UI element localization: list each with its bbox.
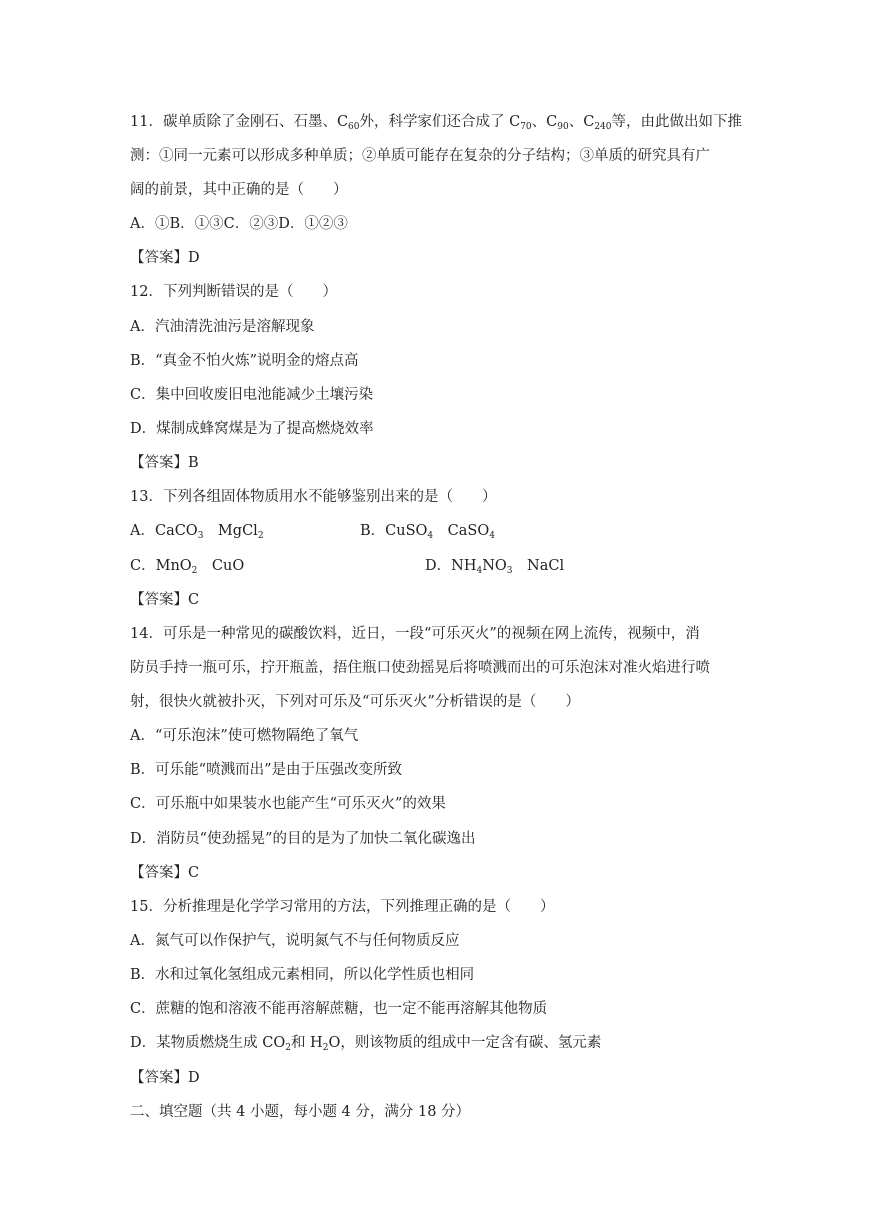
q13-text: NO bbox=[482, 558, 507, 574]
q13-text: MgCl bbox=[203, 523, 258, 539]
q11-text: 、C bbox=[531, 114, 558, 130]
q13-answer: 【答案】C bbox=[130, 592, 200, 608]
q12-answer: 【答案】B bbox=[130, 455, 199, 471]
q13-option-d bbox=[425, 556, 564, 576]
q13-text: NaCl bbox=[512, 558, 565, 574]
q14-stem-line2: 防员手持一瓶可乐，拧开瓶盖，捂住瓶口使劲摇晃后将喷溅而出的可乐泡沫对准火焰进行喷 bbox=[130, 660, 710, 676]
q15-option-a: A．氮气可以作保护气，说明氮气不与任何物质反应 bbox=[130, 933, 460, 949]
q14-option-a: A．“可乐泡沫”使可燃物隔绝了氧气 bbox=[130, 728, 359, 744]
subscript: 60 bbox=[348, 122, 360, 132]
q12-option-a: A．汽油清洗油污是溶解现象 bbox=[130, 319, 315, 335]
q11-options: A．①B．①③C．②③D．①②③ bbox=[130, 216, 348, 232]
q15-text: 和 H bbox=[290, 1035, 323, 1051]
subscript: 90 bbox=[557, 122, 569, 132]
q13-text: C．MnO bbox=[130, 558, 192, 574]
q14-answer: 【答案】C bbox=[130, 865, 200, 881]
q13-text: CaSO bbox=[433, 523, 490, 539]
q11-text: 11．碳单质除了金刚石、石墨、C bbox=[130, 114, 349, 130]
q11-text: 外，科学家们还合成了 C bbox=[359, 114, 521, 130]
q14-stem-line3: 射，很快火就被扑灭，下列对可乐及“可乐灭火”分析错误的是（ ） bbox=[130, 694, 580, 710]
q13-text: B．CuSO bbox=[360, 523, 428, 539]
q15-option-b: B．水和过氧化氢组成元素相同，所以化学性质也相同 bbox=[130, 967, 475, 983]
q15-option-c: C．蔗糖的饱和溶液不能再溶解蔗糖，也一定不能再溶解其他物质 bbox=[130, 1001, 548, 1017]
q11-stem-line2: 测：①同一元素可以形成多种单质；②单质可能存在复杂的分子结构；③单质的研究具有广 bbox=[130, 148, 710, 164]
subscript: 4 bbox=[427, 531, 434, 541]
q15-text: D．某物质燃烧生成 CO bbox=[130, 1035, 286, 1051]
subscript: 240 bbox=[594, 122, 612, 132]
q12-stem: 12．下列判断错误的是（ ） bbox=[130, 284, 337, 300]
subscript: 2 bbox=[322, 1043, 329, 1053]
q13-text: A．CaCO bbox=[130, 523, 198, 539]
q13-option-a bbox=[130, 521, 264, 541]
q12-option-b: B．“真金不怕火炼”说明金的熔点高 bbox=[130, 353, 359, 369]
q12-option-c: C．集中回收废旧电池能减少土壤污染 bbox=[130, 387, 374, 403]
q13-text: CuO bbox=[197, 558, 245, 574]
subscript: 4 bbox=[476, 566, 483, 576]
subscript: 2 bbox=[191, 566, 198, 576]
q13-option-b bbox=[360, 521, 495, 541]
q15-text: O，则该物质的组成中一定含有碳、氢元素 bbox=[328, 1035, 602, 1051]
section-heading-fill-in: 二、填空题（共 4 小题，每小题 4 分，满分 18 分） bbox=[130, 1104, 471, 1120]
q12-option-d: D．煤制成蜂窝煤是为了提高燃烧效率 bbox=[130, 421, 374, 437]
q15-answer: 【答案】D bbox=[130, 1070, 200, 1086]
subscript: 2 bbox=[285, 1043, 291, 1053]
q15-option-d bbox=[130, 1033, 601, 1053]
q14-option-b: B．可乐能“喷溅而出”是由于压强改变所致 bbox=[130, 762, 402, 778]
q14-option-d: D．消防员“使劲摇晃”的目的是为了加快二氧化碳逸出 bbox=[130, 831, 476, 847]
q14-option-c: C．可乐瓶中如果装水也能产生“可乐灭火”的效果 bbox=[130, 796, 446, 812]
q11-text: 、C bbox=[568, 114, 595, 130]
q13-stem: 13．下列各组固体物质用水不能够鉴别出来的是（ ） bbox=[130, 489, 497, 505]
subscript: 3 bbox=[197, 531, 204, 541]
subscript: 4 bbox=[489, 531, 495, 541]
q11-stem-line3: 阔的前景，其中正确的是（ ） bbox=[130, 182, 348, 198]
q11-answer: 【答案】D bbox=[130, 250, 200, 266]
q14-stem-line1: 14．可乐是一种常见的碳酸饮料，近日，一段“可乐灭火”的视频在网上流传，视频中，消 bbox=[130, 626, 700, 642]
q13-text: D．NH bbox=[425, 558, 477, 574]
subscript: 70 bbox=[520, 122, 532, 132]
subscript: 2 bbox=[257, 531, 264, 541]
q11-stem-line1 bbox=[130, 112, 742, 132]
q15-stem: 15．分析推理是化学学习常用的方法，下列推理正确的是（ ） bbox=[130, 899, 555, 915]
q13-option-c bbox=[130, 556, 244, 576]
subscript: 3 bbox=[506, 566, 513, 576]
q11-text: 等，由此做出如下推 bbox=[611, 114, 743, 130]
